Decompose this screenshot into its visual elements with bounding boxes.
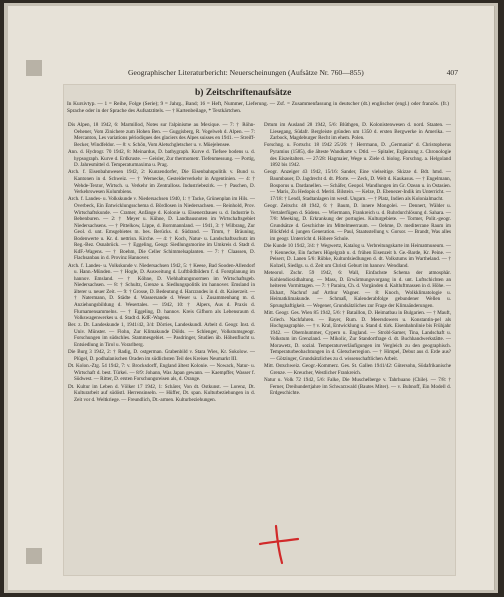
journal-entry: Mitt. Ostschweiz. Geogr.-Kommerz. Ges. St. Gallen 1941/42: Gütersohn, Südafrikanische Grenze. — Kreucher, Westlicher Frankreich. — [264, 363, 451, 376]
right-column — [264, 122, 451, 398]
header-title: Geographischer Literaturbericht: Neuerscheinungen (Aufsätze Nr. 760—855) — [128, 68, 364, 77]
journal-entry: Arch. f. Landes- u. Volkskunde v. Niedersachsen 1942, 5: † Keese, Bad Sooden-Allendorf u. Hann.-Münden. — † Hogle, D. Ausweitung d. Luftbildbildern f. d. Forstplanung im hannov. Emsland. — † Köhne, D. Viehhaltungsnormen im Wirtschaftsgeb. Niedersachsen. — 8: † Schultz, Grenze u. Siedlungspolitik im hannover. Emsland in älterer u. neuer Zeit. — 9: † Grosse, D. Bedeutung d. Harzrandes in d. dt. Kaiserzeit. — † Natermann, D. Städte d. Wassersande d. Weser u. i. Zusammenhang m. d. Anziehungsbildung d. Wesertales. — 1942, 10: † Alpers, Aus d. Praxis d. Flurnamensammelns. — † Eggeling, D. hannov. Kreis Gifhorn als Lebensraum d. Volkswagenwerkes u. d. Stadt d. KdF.-Wagens. — [68, 262, 255, 322]
journal-entry: Dt. Kolon.-Ztg. 54 1942, 7: v. Brocksdorff, England ältest Kolonie. — Nowack, Natur- u. Wirtschaft d. best. Türkei. — 8/9: Johann, Was Japan gewann. — Kaempffer, Wasser f. Südwest. — Ritter, D. ersten Forschungsreisen als, d. Orange. — [68, 363, 255, 383]
red-cross-mark-icon — [252, 518, 304, 568]
journal-entry: Forschng. u. Fortschr. 18 1942 25/26: † Herrmann, D. „Germania“ d. Christopherus Pyramius (1585), die älteste Wandkarte v. Dtld. — Spitaler, Ergänzung z. Chronologie des Eiszeitalters. — 27/28: Hagmaier, Wege u. Ziele d. biolog. Forschng. a. Helgoland 1892 bis 1942. — [264, 142, 451, 169]
journal-entry: Arch. f. Landes- u. Volkskunde v. Niedersachsen 1940, 1: † Tacke, Grünenplan im Hils. — Overbeck, Ein Entwicklungsschema d. Bördlosen in Niedersachsen. — Reinhold, Prov. Wirtschaftskunde. — Cramer, Anfänge d. Kolonie u. Eisenerzbaues u. d. Industrie b. Bebenburen. — 2: † Meyer u. Kühne, D. Landbausnoten im Wirtschaftsgebiet Niedersachsens. — † Pittelkow, Lippe, d. Bornmannland. — 1941, 3: † Wilbrang, Zur Geol. d. unt. Emsgebietes m. bes. Berücks. d. Südrand. — Timm, † Bräuning, Bodenwerte u. Kr. d. nettrisn. Kirche. — 4: † Koch, Natur- u. Landschaftsschutz im Reg.-Bez. Osnabrück. — † Eggeling, Geogr. Siedlungsmorine im Umkreis d. Stadt d. KdF.-Wagens. — † Boehm, Die Celler Schimmelsaplanten. — 7: † Claassen, D. Flachsanbau in d. Provinz Hannover. — [68, 196, 255, 262]
journal-entry: Meteorol. Zschr. 59 1942, 6: Wall, Einfachste Schema der atmosphär. Kohlendioxidhaltung. — Mass, D. Erwärmungsvorgang in d. unt. Luftschichten an heiteren Vormittagen. — 7: † Paraira, Ch. d. Vorgänden d. Kaltluftmassen in d. Höhe. — Ekhart, Nachruf auf Arthur Wagner. — 8: Knoch, Wolkklimatologie u. Heimatklimakunde. — Schmaß, Kalenderabfolge gebundener Wellen u. Sprunghaftigkeit. — Wegener, Grundsätzliches zur Frage der Klimaänderungen. — [264, 270, 451, 309]
journal-entry: Die Burg 3 1942, 2: † Radig, D. ostgerman. Grabenbild v. Stara Wies, Kr. Sokolow. — Plügel, D. podhalanischen Oraden im südlichsten Teil des Kreises Neumarkt III. — [68, 349, 255, 362]
journal-entry: Natur u. Volk 72 1942, 5/6: Falke, Die Muschelberge v. Tahrhuano (Chile). — 7/8: † Ferner, Dreihundertjahre im Schwarzwald (Bautes Miter). — v. Bubnoff, Ein Modell d. Erdgeschichte. — [264, 377, 451, 397]
binding-tab-top — [26, 60, 42, 76]
page-number: 407 — [446, 68, 458, 77]
journal-entry: Ber. z. Dt. Landeskunde 1, 1941/42, 3/4: Dörries, Landeskundl. Arbeit d. Geogr. Inst. d. Univ. Münster. — Flohn, Zur Klimakunde Dölds. — Schlenger, Volkstumsgeogr. Forschungen im südschles. Stammesgebiet. — Pasdringer, Studien üb. Höhenflucht u. Entsiedlung in Tirol u. Vorarlberg. — [68, 322, 255, 349]
journal-entry: Ann. d. Hydrogr. 70 1942, 8: Meinardus, D. bathygraph. Kurve d. Tiefsee bodens u. d. hypsograph. Kurve d. Erdkruste. — Geisler, Zur thermometr. Tiefenmessung. — Portig, D. Jahresmittel d. Temperaturmaxima u. Prag. — [68, 148, 255, 169]
section-title: b) Zeitschriftenaufsätze — [195, 88, 292, 98]
journal-entry: Mitt. Geogr. Ges. Wien 85 1942, 5/6: † Bataillon, D. Heimatbau in Bulgarien. — † Mauft, Griech. Nachfahren. — Bayer, Rum. D. Meersdowers u. Konstantin-pel als Hochgoagraphie. — † v. Kral, Entwicklung u. Stand d. türk. Eisenbahnlinie bis Frühjahr 1942. — Obernhummer, Cypern u. England. — Strobl-Samer, Tina, Landschaft u. Volkstum im Grenzland. — Mikolic, Zur Standortfrage d. dt. Buchhandwerkstätte. — Morawetz, D. sozial. Temperaturverläufigungen im Vergleich zu den geographisch. Temperaturbeobachtungen in d. Gletscherregion. — † Himpel, Debut aus d. Erde aus? — Götzinger, Grundsätzliches zu d. wissenschaftlichen Arbeit. — [264, 310, 451, 362]
journal-entry: Dt. Kultur im Leben d. Völker 17 1942, 1: Schärer, Von dt. Ostkunst. — Lorenz, Dt. Kulturarbeit auf südöstl. Herrensinseln. — Hüffer, Dt. span. Kulturbeziehungen in d. Zeit vor d. Weltkriege. — Freundlich, Dt.-armen. Kulturbeziehungen. — [68, 383, 255, 403]
journal-entry: Die Kunde 10 1942, 3/4: † Wegwertz, Katalog u. Verbreitungskarte im Heimatmuseum. — † Kennecke, Ein fachers Hügelgrab u. d. frühen Eisenzeit b. Ge.-Barde, Kr. Peine. — Peiserr, D. Lanen 5/6: Rübke, Kulturdsiedlungen d. dt. Volkstums im Wartheland. — † Kolzell, Siedlgs. u. d. Zeit um Christi Geburt im hannov. Wendland. — [264, 243, 451, 269]
journal-entry: Geogr. Zeitschr. 48 1942, 6: † Baum, D. innere Mongolei. — Dennert, Wälder u. Vertalerfügen d. Südens. — Wiermann, Frankreich u. d. Ruhrdurchlösung d. Sahara. — 7/8: Meeking, D. Erkrankung der portugies. Kulturgebiete. — Tormer, Polit.-geogr. Grundsätze d. Geschichte im Mittelmeerraum. — Oehme, D. mediterrane Raum im Blickfeld d. jungen Generation. — Paul, Staatsstellung v. Gorsor. — Brandt, Was alles im geogr. Unterricht d. Höhere Schule. — [264, 202, 451, 242]
running-header — [128, 68, 458, 77]
abbreviation-note: In Kursivtyp. — 1 = Reihe, Folge (Serie); 9 = Jahrg., Band; 16 = Heft, Nummer, Lieferung. — Zsf. = Zusammenfassung in deutscher (dt.) englischer (engl.) oder französ. (fr.) Sprache oder in der Sprache des Aufsatztitels. — † Kartenbeilage, * Textkärtchen. — [67, 101, 449, 114]
left-column — [68, 122, 255, 404]
binding-tab-bottom — [26, 548, 42, 564]
journal-entry: Dis Alpen, 18 1942, 6: Marmillod, Notes sur l'alpinisme au Mexique. — 7: † Röhn-Oehener, Vom Zinichere zum Hohen Ben. — Guggisberg, R. Vogelweh d. Alpen. — 7: Mercanton, Les variations périodiques des glaciers des Alpes suisses en 1941. — Streiff-Becker, Windfeldor. — 8: v. Schön, Vom Aletschgletscher u. v. Müejelensee. — [68, 122, 255, 148]
journal-entry: Drtum im Ausland 28 1942, 5/6: Blüthgen, D. Kolonistenwesen d. nord. Staaten. — Liesegang, Südafr. Bergleiste gründen um 1350 d. ersten Bergwerke in Amerika. — Zarbock, Magdeburger Recht im ehem. Polen. — [264, 122, 451, 142]
journal-entry: Geogr. Anzeiger 43 1942, 15/16: Sander, Eine vielseitige. Skizze d. Bdt. hmd. — Baumbauer, D. Jagdrecht d. dt. Pforte. — Zeck, D. Welt d. Kaukasus. — † Engelmann, Bosporus u. Dardanellen. — Schäfer, Geopol. Wandlungen im Gr. Ozean u. in Ostasien. — Maris, Zu Hedopis d. Meriti. Bilstein. — Kelze, D. Ebenezer-Indik im Unterricht. — 17/18: † Lendl, Stadtanlagen im westl. Ungarn. — † Platz, Indien als Kolonialmacht. — [264, 169, 451, 202]
journal-entry: Arch. f. Eisenbahnwesen 1942, 2: Kunzendorfer, Die Eisenbahnpolitik v. Bund u. Kantonen in d. Schweiz. — † Wernecke, Gesteiderverkehr in Argentinien. — 4: † Wehde-Textor, Wirtsch. u. Verkehr im Zentralloss. Industriebezirk. — † Paschen, D. Verkehrswesen Kolumbiens. — [68, 169, 255, 196]
